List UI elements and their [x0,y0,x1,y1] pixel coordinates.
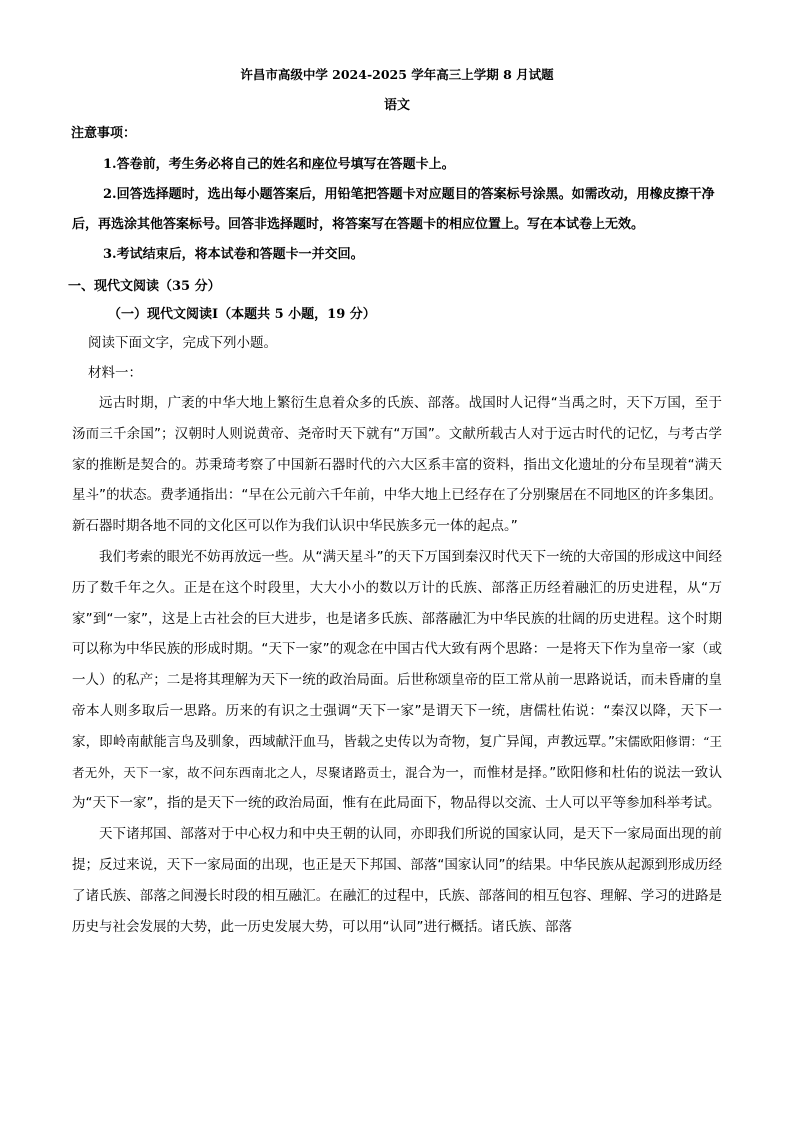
material-label: 材料一： [88,365,142,381]
material-paragraph [72,542,722,819]
notice-item: 3.考试结束后，将本试卷和答题卡一并交回。 [103,247,364,262]
material-paragraph: 天下诸邦国、部落对于中心权力和中央王朝的认同，亦即我们所说的国家认同，是天下一家局面出现的前提；反过来说，天下一家局面的出现，也正是天下邦国、部落“国家认同”的结果。中华民族从起源到形成历经了诸氏族、部落之间漫长时段的相互融汇。在融汇的过程中，氏族、部落间的相互包容、理解、学习的进路是历史与社会发展的大势，此一历史发展大势，可以用“认同”进行概括。诸氏族、部落 [72,826,722,935]
subject-title: 语文 [383,98,410,113]
notice-heading: 注意事项： [71,126,137,141]
material-paragraph: 远古时期，广袤的中华大地上繁衍生息着众多的氏族、部落。战国时人记得“当禹之时，天下万国，至于汤而三千余国”；汉朝时人则说黄帝、尧帝时天下就有“万国”。文献所载古人对于远古时代的记忆，与考古学家的推断是契合的。苏秉琦考察了中国新石器时代的六大区系丰富的资料，指出文化遗址的分布呈现着“满天星斗”的状态。费孝通指出：“早在公元前六千年前，中华大地上已经存在了分别聚居在不同地区的许多集团。新石器时期各地不同的文化区可以作为我们认识中华民族多元一体的起点。” [72,395,722,535]
subsection-heading: （一）现代文阅读Ⅰ（本题共 5 小题，19 分） [108,307,376,322]
exam-title: 许昌市高级中学 2024-2025 学年高三上学期 8 月试题 [240,67,554,82]
quoted-text: 宋儒欧阳修谓：“王者无外，天下一家，故不问东西南北之人，尽聚诸路贡士，混 [72,733,722,780]
paragraph-text: 我们考索的眼光不妨再放远一些。从“满天星斗”的天下万国到秦汉时代天下一统的大帝国的形成这中间经历了数千年之久。正是在这个时段里，大大小小的数以万计的氏族、部落正历经着融汇的历史进程，从“万家”到“一家”，这是上古社会的巨大进步，也是诸多氏族、部落融汇为中华民族的壮阔的历史进程。这个时期可以称为中华民族的形成时期。“天下一家”的观念在中国古代大致有两个思路：一是将天下作为皇帝一家（或一人）的私产；二是将其理解为天下一统的政治局面。后世称颂皇帝的臣工常从前一思路说话，而未昏庸的皇帝本人则多取后一思路。历来的有识之士强调“天下一家”是谓天下一统，唐儒杜佑说：“秦汉以降，天下一家，即岭南献能言鸟及驯象，西域献汗血马，皆载之史传以为奇物，复广异闻，声教远覃。” [72,548,722,750]
reading-instruction: 阅读下面文字，完成下列小题。 [88,335,277,351]
notice-item: 2.回答选择题时，选出每小题答案后，用铅笔把答题卡对应题目的答案标号涂黑。如需改动，用橡皮擦干净后，再选涂其他答案标号。回答非选择题时，将答案写在答题卡的相应位置上。写在本试卷上无效。 [72,187,715,232]
paragraph-text: 合为一，而惟材是择。”欧阳修和杜佑的说法一致认为“天下一家”，指的是天下一统的政治局面，惟有在此局面下，物品得以交流、士人可以平等参加科举考试。 [72,764,722,812]
exam-page [68,60,722,942]
notice-item: 1.答卷前，考生务必将自己的姓名和座位号填写在答题卡上。 [103,157,455,172]
section-heading: 一、现代文阅读（35 分） [68,279,221,294]
